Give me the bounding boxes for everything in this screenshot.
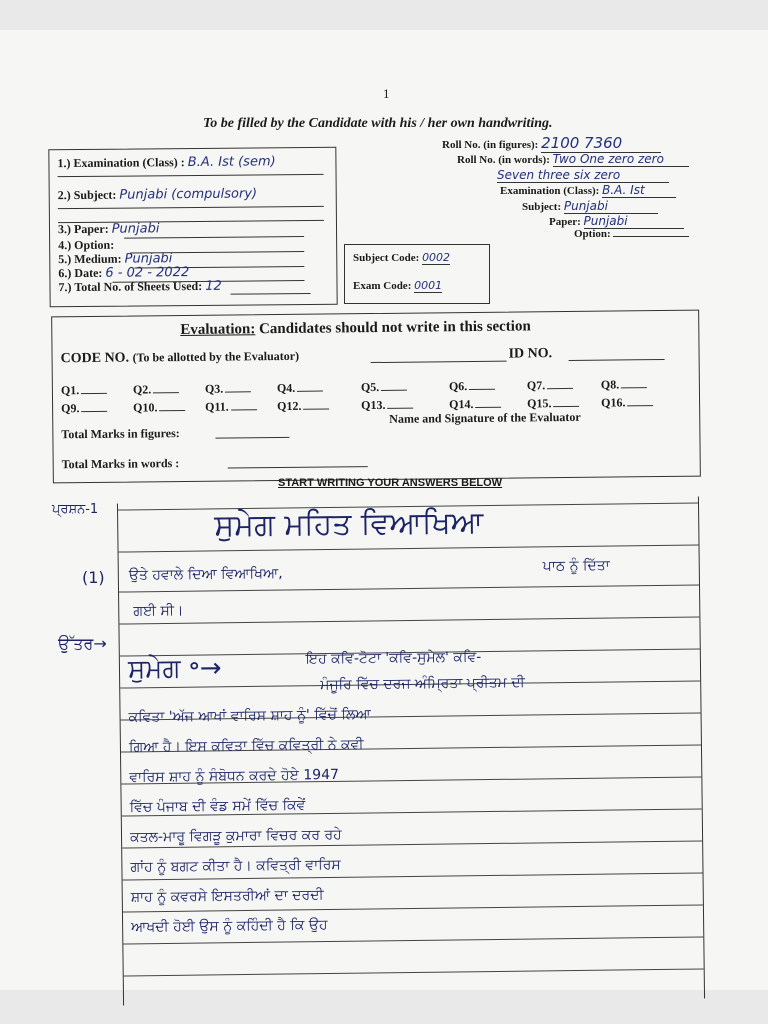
page-heading: To be filled by the Candidate with his / her own handwriting. <box>203 116 553 131</box>
form-line <box>124 236 304 239</box>
answer-rule <box>123 936 703 944</box>
question-mark-4: Q4. <box>277 381 323 396</box>
date-field: 6.) Date: 6 - 02 - 2022 <box>58 265 190 281</box>
subject-code-field: Subject Code: 0002 <box>353 251 451 264</box>
answer-line-10: ਗਾਂਹ ਨੂੰ ਬਗਟ ਕੀਤਾ ਹੈ। ਕਵਿਤ੍ਰੀ ਵਾਰਿਸ <box>130 856 341 876</box>
medium-value: Punjabi <box>124 251 173 267</box>
answer-rule <box>119 584 699 592</box>
form-line <box>58 206 324 209</box>
answer-rule <box>123 904 703 912</box>
form-line <box>58 174 324 177</box>
total-figures-line <box>215 437 289 439</box>
answer-line-6: ਗਿਆ ਹੈ। ਇਸ ਕਵਿਤਾ ਵਿੱਚ ਕਵਿਤ੍ਰੀ ਨੇ ਕਵੀ <box>128 736 364 756</box>
answer-line-1: ਉਤੇ ਹਵਾਲੇ ਦਿਆ ਵਿਆਖਿਆ, <box>128 565 283 584</box>
answer-line-11: ਸ਼ਾਹ ਨੂੰ ਕਵਰਸੇ ਇਸਤਰੀਆਂ ਦਾ ਦਰਦੀ <box>130 887 324 906</box>
marks-blank <box>297 391 323 392</box>
answer-line-8: ਵਿੱਚ ਪੰਜਾਬ ਦੀ ਵੰਡ ਸਮੇਂ ਵਿੱਚ ਕਿਵੇਂ <box>129 797 306 816</box>
marks-blank <box>159 410 185 411</box>
evaluation-box <box>51 310 701 484</box>
answer-line-12: ਆਖਦੀ ਹੋਈ ਉਸ ਨੂੰ ਕਹਿੰਦੀ ਹੈ ਕਿ ਉਹ <box>131 917 328 936</box>
answer-line-3: ਇਹ ਕਵਿ-ਟੋਟਾ 'ਕਵਿ-ਸੁਮੇਲ' ਕਵਿ- <box>305 649 482 668</box>
marks-blank <box>225 391 251 392</box>
right-subject-field: Subject: Punjabi <box>522 199 658 214</box>
question-mark-7: Q7. <box>527 378 573 393</box>
examination-field: 1.) Examination (Class) : B.A. Ist (sem) <box>57 154 276 171</box>
roll-words-value: Two One zero zero <box>553 152 689 167</box>
marks-blank <box>387 408 413 409</box>
date-value: 6 - 02 - 2022 <box>105 265 190 281</box>
right-examination-field: Examination (Class): B.A. Ist <box>500 183 676 198</box>
right-paper-value: Punjabi <box>584 214 684 229</box>
sheets-value: 12 <box>205 278 222 294</box>
answer-rule <box>119 616 699 624</box>
id-no-line <box>569 359 665 361</box>
start-writing-label: START WRITING YOUR ANSWERS BELOW <box>278 477 503 489</box>
examination-value: B.A. Ist (sem) <box>187 154 276 171</box>
question-label: ਪ੍ਰਸ਼ਨ-1 <box>52 502 99 517</box>
code-no-label: CODE NO. (To be allotted by the Evaluator) <box>60 348 300 367</box>
marks-blank <box>621 387 647 388</box>
right-option-value <box>613 226 689 237</box>
marks-blank <box>81 411 107 412</box>
answer-line-4: ਮੰਜੂਰਿ ਵਿੱਚ ਦਰਜ ਅੰਮ੍ਰਿਤਾ ਪ੍ਰੀਤਮ ਦੀ <box>320 674 525 694</box>
subject-field: 2.) Subject: Punjabi (compulsory) <box>57 186 258 203</box>
page-number: 1 <box>383 86 390 101</box>
question-mark-10: Q10. <box>133 400 185 416</box>
answer-line-5: ਕਵਿਤਾ 'ਅੱਜ ਆਖਾਂ ਵਾਰਿਸ ਸ਼ਾਹ ਨੂੰ' ਵਿੱਚੋਂ ਲਿਆ <box>128 706 371 726</box>
total-words-label: Total Marks in words : <box>61 456 180 472</box>
question-mark-11: Q11. <box>205 399 257 415</box>
code-no-line <box>371 361 507 363</box>
marks-blank <box>475 407 501 408</box>
question-mark-16: Q16. <box>601 395 653 411</box>
evaluator-signature-label: Name and Signature of the Evaluator <box>389 409 581 426</box>
marks-blank <box>303 408 329 409</box>
paper-field: 3.) Paper: Punjabi <box>57 221 160 237</box>
question-mark-1: Q1. <box>61 383 107 398</box>
answer-sheet <box>0 30 768 990</box>
total-words-line <box>228 466 368 468</box>
question-mark-5: Q5. <box>361 380 407 395</box>
roll-figures-field: Roll No. (in figures): 2100 7360 <box>442 134 661 153</box>
marks-blank <box>81 393 107 394</box>
marks-blank <box>547 388 573 389</box>
marks-blank <box>627 405 653 406</box>
answer-line-1-right: ਪਾਠ ਨੂੰ ਦਿੱਤਾ <box>542 557 610 575</box>
answer-line-9: ਕਤਲ-ਮਾਰੂ ਵਿਗੜੂ ਕੁਮਾਰਾ ਵਿਚਰ ਕਰ ਰਹੇ <box>129 826 342 846</box>
exam-code-field: Exam Code: 0001 <box>353 279 443 292</box>
roll-words-field: Roll No. (in words): Two One zero zero <box>457 152 689 167</box>
answer-title: ਸੁਮੇਗ ਮਹਿਤ ਵਿਆਖਿਆ <box>214 505 484 544</box>
total-figures-label: Total Marks in figures: <box>61 426 180 442</box>
question-mark-12: Q12. <box>277 398 329 414</box>
answer-label: ਉੱਤਰ→ <box>58 634 107 653</box>
candidate-details-box <box>48 147 337 308</box>
evaluation-title: Evaluation: Candidates should not write in this section <box>180 318 531 339</box>
answer-line-2: ਗਈ ਸੀ। <box>133 602 184 620</box>
question-mark-15: Q15. <box>527 396 579 412</box>
option-field: 4.) Option: <box>58 237 115 253</box>
marks-blank <box>553 406 579 407</box>
answer-rule <box>119 544 699 552</box>
question-mark-9: Q9. <box>61 401 107 416</box>
right-examination-value: B.A. Ist <box>602 183 676 198</box>
answer-rule <box>124 968 704 976</box>
marks-blank <box>469 389 495 390</box>
code-box <box>344 244 490 304</box>
right-option-field: Option: <box>574 226 689 240</box>
marks-blank <box>231 409 257 410</box>
question-mark-13: Q13. <box>361 398 413 414</box>
right-paper-field: Paper: Punjabi <box>549 214 684 229</box>
exam-code-value: 0001 <box>414 279 443 292</box>
sub-question-number: (1) <box>82 568 105 587</box>
roll-figures-value: 2100 7360 <box>541 134 661 153</box>
roll-words-value2: Seven three six zero <box>497 168 669 183</box>
question-mark-8: Q8. <box>601 377 647 392</box>
answer-key-word: ਸੁਮੇਗ ॰→ <box>127 653 222 685</box>
medium-field: 5.) Medium: Punjabi <box>58 251 173 267</box>
form-line <box>231 293 311 295</box>
right-subject-value: Punjabi <box>564 199 658 214</box>
subject-value: Punjabi (compulsory) <box>119 186 258 203</box>
answer-line-7: ਵਾਰਿਸ ਸ਼ਾਹ ਨੂੰ ਸੰਬੋਧਨ ਕਰਦੇ ਹੋਏ 1947 <box>129 766 340 786</box>
question-mark-3: Q3. <box>205 381 251 396</box>
question-mark-2: Q2. <box>133 382 179 397</box>
marks-blank <box>153 392 179 393</box>
question-mark-14: Q14. <box>449 397 501 413</box>
answer-area <box>117 496 705 1005</box>
question-mark-6: Q6. <box>449 379 495 394</box>
marks-blank <box>381 390 407 391</box>
paper-value: Punjabi <box>111 221 160 237</box>
id-no-label: ID NO. <box>508 346 553 362</box>
roll-words-line2 <box>497 168 669 183</box>
sheets-field: 7.) Total No. of Sheets Used: 12 <box>58 278 222 295</box>
subject-code-value: 0002 <box>422 251 451 264</box>
